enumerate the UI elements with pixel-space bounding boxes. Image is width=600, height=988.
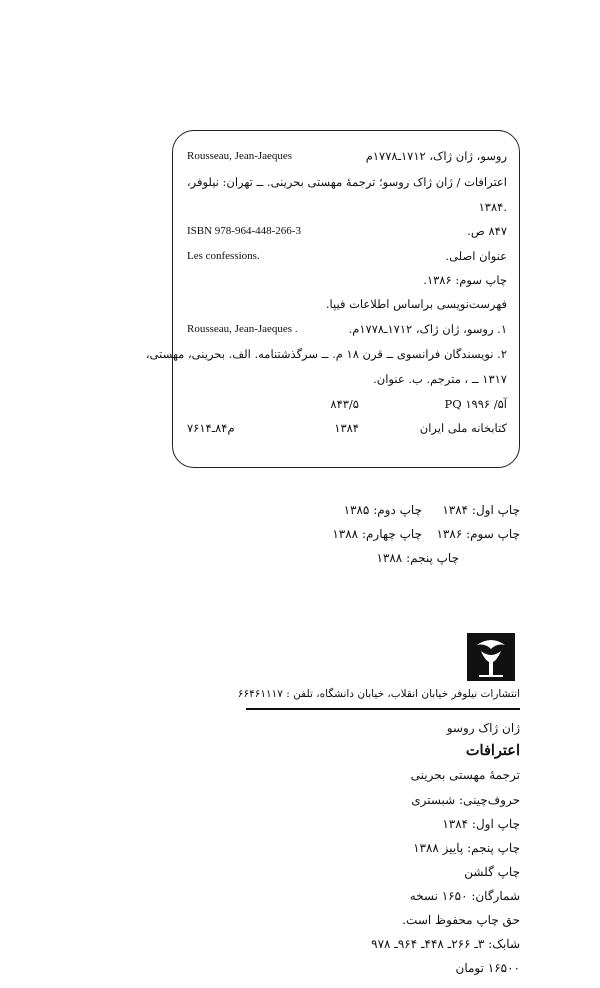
- impression-second: چاپ دوم: ۱۳۸۵: [343, 503, 422, 517]
- page-count: ۸۴۷ ص.: [467, 224, 507, 238]
- impression-third: چاپ سوم: ۱۳۸۶: [436, 527, 520, 541]
- isbn-latin: ISBN 978-964-448-266-3: [187, 225, 301, 237]
- author-latin: Rousseau, Jean-Jaeques: [187, 150, 293, 162]
- subject-1-latin: Rousseau, Jean-Jaeques .: [187, 323, 298, 335]
- library-number: م۸۴ـ۷۶۱۴: [187, 421, 235, 435]
- catalog-record-box: [145, 130, 520, 468]
- edition-note: چاپ سوم: ۱۳۸۶.: [423, 273, 507, 287]
- colophon-circulation: شمارگان: ۱۶۵۰ نسخه: [409, 889, 520, 903]
- divider: [246, 708, 520, 710]
- class-number-pq: PQ ۱۹۹۶ /آ۵: [444, 397, 507, 411]
- title-statement: اعترافات / ژان ژاک روسو؛ ترجمۀ مهستی بحرینی. ــ تهران: نیلوفر،: [186, 175, 507, 189]
- colophon-isbn: شابک: ۳ـ ۲۶۶ـ ۴۴۸ـ ۹۶۴ـ ۹۷۸: [371, 937, 520, 951]
- colophon-typesetting: حروف‌چینی: شبستری: [411, 793, 520, 807]
- impression-fourth: چاپ چهارم: ۱۳۸۸: [332, 527, 422, 541]
- national-library: کتابخانه ملی ایران: [419, 421, 507, 435]
- colophon-rights: حق چاپ محفوظ است.: [402, 913, 520, 927]
- colophon-price: ۱۶۵۰۰ تومان: [455, 961, 520, 975]
- niloofar-flower-logo-icon: [467, 633, 515, 681]
- fipa-note: فهرست‌نویسی براساس اطلاعات فیپا.: [325, 297, 507, 311]
- colophon-translator: ترجمۀ مهستی بحرینی: [410, 768, 520, 782]
- colophon-author: ژان ژاک روسو: [446, 721, 520, 735]
- publication-year: ۱۳۸۴.: [478, 200, 507, 214]
- author-persian: روسو، ژان ژاک، ۱۷۱۲ـ۱۷۷۸م: [365, 149, 507, 163]
- impression-first: چاپ اول: ۱۳۸۴: [442, 503, 520, 517]
- subject-2-line-2: ۱۳۱۷ ــ ، مترجم. ب. عنوان.: [373, 372, 507, 386]
- colophon-fifth-print: چاپ پنجم: پاییز ۱۳۸۸: [413, 841, 520, 855]
- publisher-address: انتشارات نیلوفر خیابان انقلاب، خیابان دانشگاه، تلفن : ۶۶۴۶۱۱۱۷: [237, 688, 520, 700]
- original-title-label: عنوان اصلی.: [445, 249, 507, 263]
- subject-1-persian: ۱. روسو، ژان ژاک، ۱۷۱۲ـ۱۷۷۸م.: [348, 322, 507, 336]
- library-year: ۱۳۸۴: [334, 421, 359, 435]
- subject-2-line-1: ۲. نویسندگان فرانسوی ــ قرن ۱۸ م. ــ سرگذشتنامه. الف. بحرینی، مهستی،: [145, 347, 507, 361]
- impression-fifth: چاپ پنجم: ۱۳۸۸: [376, 551, 459, 565]
- colophon-printer: چاپ گلشن: [464, 865, 520, 879]
- colophon-title: اعترافات: [465, 742, 520, 759]
- class-number-dewey: ۸۴۳/۵: [330, 397, 359, 411]
- original-title-latin: Les confessions.: [187, 250, 260, 262]
- colophon-first-print: چاپ اول: ۱۳۸۴: [442, 817, 520, 831]
